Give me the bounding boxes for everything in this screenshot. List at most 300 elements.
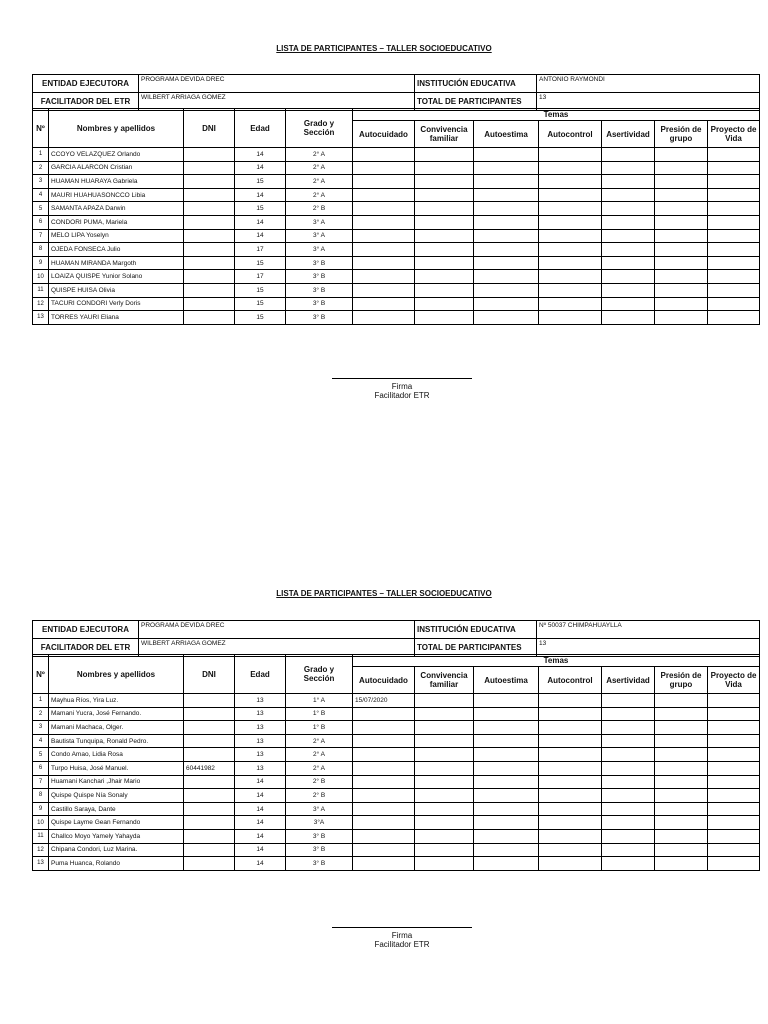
cell-presion [655, 283, 708, 297]
cell-autocontrol [539, 161, 602, 175]
cell-asertividad [602, 734, 655, 748]
cell-dni [184, 748, 235, 762]
cell-nombre: Challco Moyo Yamely Yahayda [49, 829, 184, 843]
cell-dni [184, 802, 235, 816]
cell-autocuidado [353, 761, 415, 775]
cell-asertividad [602, 748, 655, 762]
cell-autoestima [474, 243, 539, 257]
cell-grado: 3° B [286, 311, 353, 325]
cell-autocontrol [539, 229, 602, 243]
table-row [33, 188, 760, 202]
cell-presion [655, 721, 708, 735]
cell-num: 13 [33, 857, 49, 871]
cell-edad: 15 [235, 311, 286, 325]
cell-autocuidado [353, 707, 415, 721]
cell-edad: 15 [235, 297, 286, 311]
cell-autoestima [474, 161, 539, 175]
cell-autoestima [474, 188, 539, 202]
cell-presion [655, 829, 708, 843]
entidad-value: PROGRAMA DEVIDA DREC [139, 75, 415, 93]
cell-edad: 14 [235, 148, 286, 162]
cell-nombre: HUAMAN MIRANDA Margoth [49, 256, 184, 270]
facilitador-label: FACILITADOR DEL ETR [33, 93, 139, 111]
cell-convivencia [415, 761, 474, 775]
cell-proyecto [708, 721, 760, 735]
cell-grado: 2° A [286, 175, 353, 189]
cell-asertividad [602, 721, 655, 735]
col-edad: Edad [235, 655, 286, 694]
col-dni: DNI [184, 109, 235, 148]
total-value: 13 [537, 93, 760, 111]
cell-num: 5 [33, 748, 49, 762]
cell-presion [655, 161, 708, 175]
cell-proyecto [708, 243, 760, 257]
cell-num: 2 [33, 161, 49, 175]
cell-autocontrol [539, 215, 602, 229]
cell-edad: 14 [235, 789, 286, 803]
cell-asertividad [602, 188, 655, 202]
cell-autocontrol [539, 694, 602, 708]
cell-grado: 2° B [286, 202, 353, 216]
col-autocontrol: Autocontrol [539, 667, 602, 694]
cell-autocuidado [353, 148, 415, 162]
cell-presion [655, 734, 708, 748]
col-nombres: Nombres y apellidos [49, 655, 184, 694]
cell-edad: 13 [235, 721, 286, 735]
cell-num: 4 [33, 734, 49, 748]
cell-asertividad [602, 243, 655, 257]
facilitador-value: WILBERT ARRIAGA GOMEZ [139, 93, 415, 111]
col-convivencia: Convivencia familiar [415, 121, 474, 148]
cell-edad: 13 [235, 748, 286, 762]
cell-num: 6 [33, 215, 49, 229]
header-info-table [32, 620, 760, 657]
cell-autocontrol [539, 256, 602, 270]
cell-edad: 17 [235, 243, 286, 257]
cell-nombre: MAURI HUAHUASONCCO Libia [49, 188, 184, 202]
cell-nombre: Mamani Yucra, José Fernando. [49, 707, 184, 721]
cell-asertividad [602, 761, 655, 775]
cell-nombre: Bautista Tunquipa, Ronald Pedro. [49, 734, 184, 748]
cell-autocontrol [539, 243, 602, 257]
cell-convivencia [415, 270, 474, 284]
cell-autocuidado [353, 297, 415, 311]
table-row [33, 843, 760, 857]
cell-autoestima [474, 270, 539, 284]
cell-autocontrol [539, 734, 602, 748]
cell-convivencia [415, 802, 474, 816]
table-row [33, 789, 760, 803]
cell-nombre: Mayhua Ríos, Yira Luz. [49, 694, 184, 708]
cell-edad: 14 [235, 816, 286, 830]
cell-asertividad [602, 775, 655, 789]
cell-proyecto [708, 148, 760, 162]
cell-autoestima [474, 202, 539, 216]
cell-presion [655, 188, 708, 202]
cell-proyecto [708, 694, 760, 708]
cell-autocuidado [353, 202, 415, 216]
cell-dni [184, 229, 235, 243]
cell-presion [655, 789, 708, 803]
cell-presion [655, 243, 708, 257]
col-dni: DNI [184, 655, 235, 694]
cell-nombre: TACURI CONDORI Verly Doris [49, 297, 184, 311]
cell-grado: 3° B [286, 857, 353, 871]
signature-line [332, 378, 472, 379]
table-row [33, 256, 760, 270]
entidad-value: PROGRAMA DEVIDA DREC [139, 621, 415, 639]
cell-autocuidado [353, 188, 415, 202]
cell-autocontrol [539, 829, 602, 843]
cell-nombre: Quispe Layme Gean Fernando [49, 816, 184, 830]
cell-autocontrol [539, 802, 602, 816]
cell-dni [184, 707, 235, 721]
cell-autoestima [474, 761, 539, 775]
cell-num: 4 [33, 188, 49, 202]
cell-proyecto [708, 816, 760, 830]
cell-proyecto [708, 843, 760, 857]
cell-edad: 14 [235, 802, 286, 816]
cell-proyecto [708, 829, 760, 843]
cell-proyecto [708, 283, 760, 297]
cell-autocuidado [353, 161, 415, 175]
total-label: TOTAL DE PARTICIPANTES [415, 93, 537, 111]
cell-convivencia [415, 721, 474, 735]
cell-convivencia [415, 775, 474, 789]
cell-autoestima [474, 843, 539, 857]
cell-proyecto [708, 802, 760, 816]
cell-autocontrol [539, 761, 602, 775]
cell-edad: 15 [235, 175, 286, 189]
table-row [33, 857, 760, 871]
cell-autoestima [474, 297, 539, 311]
cell-num: 3 [33, 721, 49, 735]
cell-convivencia [415, 829, 474, 843]
cell-num: 13 [33, 311, 49, 325]
cell-autoestima [474, 175, 539, 189]
cell-autoestima [474, 694, 539, 708]
col-autoestima: Autoestima [474, 121, 539, 148]
cell-grado: 2° A [286, 148, 353, 162]
cell-num: 9 [33, 802, 49, 816]
header-info-table [32, 74, 760, 111]
cell-dni [184, 188, 235, 202]
signature-role: Facilitador ETR [374, 391, 430, 400]
cell-edad: 14 [235, 857, 286, 871]
cell-convivencia [415, 694, 474, 708]
cell-num: 12 [33, 297, 49, 311]
cell-presion [655, 256, 708, 270]
cell-nombre: Chipana Condori, Luz Marina. [49, 843, 184, 857]
cell-asertividad [602, 270, 655, 284]
cell-proyecto [708, 311, 760, 325]
cell-asertividad [602, 802, 655, 816]
col-grado: Grado y Sección [286, 655, 353, 694]
table-row [33, 829, 760, 843]
col-edad: Edad [235, 109, 286, 148]
cell-asertividad [602, 161, 655, 175]
sheet-title: LISTA DE PARTICIPANTES – TALLER SOCIOEDUCATIVO [276, 589, 492, 598]
col-grado: Grado y Sección [286, 109, 353, 148]
cell-grado: 3° A [286, 802, 353, 816]
col-presion: Presión de grupo [655, 667, 708, 694]
participants-table [32, 108, 760, 325]
cell-nombre: LOAIZA QUISPE Yunior Solano [49, 270, 184, 284]
cell-autocontrol [539, 748, 602, 762]
cell-edad: 14 [235, 843, 286, 857]
table-row [33, 748, 760, 762]
cell-autocuidado [353, 802, 415, 816]
cell-autocuidado [353, 829, 415, 843]
cell-num: 11 [33, 829, 49, 843]
cell-autoestima [474, 721, 539, 735]
cell-asertividad [602, 311, 655, 325]
cell-asertividad [602, 283, 655, 297]
cell-num: 1 [33, 694, 49, 708]
cell-grado: 2° B [286, 789, 353, 803]
cell-grado: 3° B [286, 843, 353, 857]
cell-convivencia [415, 202, 474, 216]
cell-autocontrol [539, 857, 602, 871]
cell-num: 7 [33, 775, 49, 789]
cell-edad: 14 [235, 775, 286, 789]
cell-proyecto [708, 857, 760, 871]
table-row [33, 775, 760, 789]
cell-autocontrol [539, 148, 602, 162]
col-asertividad: Asertividad [602, 121, 655, 148]
institucion-label: INSTITUCIÓN EDUCATIVA [415, 75, 537, 93]
col-proyecto: Proyecto de Vida [708, 667, 760, 694]
cell-num: 7 [33, 229, 49, 243]
cell-proyecto [708, 270, 760, 284]
cell-grado: 3° A [286, 243, 353, 257]
cell-dni [184, 202, 235, 216]
cell-edad: 14 [235, 829, 286, 843]
cell-autoestima [474, 229, 539, 243]
table-row [33, 734, 760, 748]
col-autocuidado: Autocuidado [353, 121, 415, 148]
cell-num: 9 [33, 256, 49, 270]
table-row [33, 297, 760, 311]
cell-convivencia [415, 229, 474, 243]
cell-edad: 13 [235, 694, 286, 708]
cell-edad: 14 [235, 215, 286, 229]
cell-convivencia [415, 843, 474, 857]
cell-autocontrol [539, 188, 602, 202]
cell-autocuidado [353, 721, 415, 735]
cell-convivencia [415, 707, 474, 721]
cell-autocontrol [539, 721, 602, 735]
cell-convivencia [415, 734, 474, 748]
cell-dni [184, 734, 235, 748]
cell-dni [184, 694, 235, 708]
cell-nombre: OJEDA FONSECA Julio [49, 243, 184, 257]
cell-dni [184, 215, 235, 229]
cell-convivencia [415, 283, 474, 297]
cell-edad: 15 [235, 202, 286, 216]
signature-block [332, 378, 472, 400]
cell-presion [655, 857, 708, 871]
institucion-label: INSTITUCIÓN EDUCATIVA [415, 621, 537, 639]
cell-dni [184, 148, 235, 162]
cell-asertividad [602, 256, 655, 270]
cell-edad: 17 [235, 270, 286, 284]
cell-autoestima [474, 256, 539, 270]
cell-autocuidado [353, 243, 415, 257]
cell-dni [184, 775, 235, 789]
cell-proyecto [708, 775, 760, 789]
cell-presion [655, 816, 708, 830]
cell-presion [655, 775, 708, 789]
cell-dni [184, 843, 235, 857]
cell-grado: 3°A [286, 816, 353, 830]
col-temas: Temas [353, 109, 760, 121]
cell-num: 5 [33, 202, 49, 216]
cell-num: 8 [33, 789, 49, 803]
cell-num: 11 [33, 283, 49, 297]
col-autoestima: Autoestima [474, 667, 539, 694]
cell-autocontrol [539, 283, 602, 297]
cell-grado: 2° B [286, 775, 353, 789]
cell-autocontrol [539, 270, 602, 284]
table-row [33, 761, 760, 775]
cell-autoestima [474, 775, 539, 789]
cell-num: 10 [33, 816, 49, 830]
cell-autocuidado [353, 215, 415, 229]
cell-convivencia [415, 188, 474, 202]
cell-presion [655, 297, 708, 311]
cell-grado: 1° A [286, 694, 353, 708]
table-row [33, 161, 760, 175]
cell-nombre: Castillo Saraya, Dante [49, 802, 184, 816]
cell-edad: 13 [235, 734, 286, 748]
cell-autoestima [474, 707, 539, 721]
table-row [33, 311, 760, 325]
cell-grado: 2° A [286, 734, 353, 748]
cell-presion [655, 202, 708, 216]
cell-convivencia [415, 816, 474, 830]
cell-convivencia [415, 857, 474, 871]
cell-presion [655, 215, 708, 229]
cell-autocontrol [539, 202, 602, 216]
cell-dni [184, 256, 235, 270]
cell-convivencia [415, 748, 474, 762]
cell-grado: 3° A [286, 229, 353, 243]
cell-presion [655, 229, 708, 243]
cell-grado: 3° B [286, 829, 353, 843]
cell-proyecto [708, 175, 760, 189]
table-row [33, 215, 760, 229]
cell-asertividad [602, 789, 655, 803]
cell-proyecto [708, 188, 760, 202]
cell-autoestima [474, 215, 539, 229]
table-row [33, 175, 760, 189]
cell-autocuidado [353, 256, 415, 270]
cell-edad: 15 [235, 256, 286, 270]
cell-proyecto [708, 761, 760, 775]
cell-proyecto [708, 229, 760, 243]
col-num: Nº [33, 109, 49, 148]
entidad-label: ENTIDAD EJECUTORA [33, 621, 139, 639]
cell-presion [655, 270, 708, 284]
cell-autocontrol [539, 311, 602, 325]
cell-proyecto [708, 215, 760, 229]
cell-dni [184, 311, 235, 325]
cell-dni [184, 270, 235, 284]
cell-asertividad [602, 215, 655, 229]
cell-autoestima [474, 748, 539, 762]
cell-asertividad [602, 297, 655, 311]
cell-num: 12 [33, 843, 49, 857]
signature-label: Firma [391, 931, 413, 940]
cell-convivencia [415, 161, 474, 175]
cell-convivencia [415, 215, 474, 229]
cell-nombre: CCOYO VELAZQUEZ Orlando [49, 148, 184, 162]
cell-convivencia [415, 297, 474, 311]
cell-nombre: Turpo Huisa, José Manuel. [49, 761, 184, 775]
cell-autoestima [474, 789, 539, 803]
cell-autoestima [474, 857, 539, 871]
cell-asertividad [602, 829, 655, 843]
cell-autocontrol [539, 175, 602, 189]
cell-dni [184, 816, 235, 830]
cell-autoestima [474, 311, 539, 325]
table-row [33, 694, 760, 708]
cell-dni [184, 283, 235, 297]
col-presion: Presión de grupo [655, 121, 708, 148]
cell-edad: 14 [235, 161, 286, 175]
cell-asertividad [602, 816, 655, 830]
cell-presion [655, 311, 708, 325]
cell-presion [655, 707, 708, 721]
col-convivencia: Convivencia familiar [415, 667, 474, 694]
cell-num: 10 [33, 270, 49, 284]
cell-presion [655, 694, 708, 708]
cell-nombre: CONDORI PUMA, Mariela [49, 215, 184, 229]
cell-autoestima [474, 829, 539, 843]
cell-proyecto [708, 707, 760, 721]
cell-dni [184, 857, 235, 871]
cell-autoestima [474, 816, 539, 830]
cell-autoestima [474, 283, 539, 297]
cell-convivencia [415, 148, 474, 162]
cell-nombre: HUAMAN HUARAYA Gabriela [49, 175, 184, 189]
total-value: 13 [537, 639, 760, 657]
cell-autocontrol [539, 843, 602, 857]
cell-autocuidado [353, 843, 415, 857]
cell-asertividad [602, 843, 655, 857]
cell-proyecto [708, 256, 760, 270]
cell-grado: 2° A [286, 188, 353, 202]
cell-autocuidado [353, 311, 415, 325]
institucion-value: ANTONIO RAYMONDI [537, 75, 760, 93]
cell-convivencia [415, 789, 474, 803]
cell-asertividad [602, 707, 655, 721]
cell-nombre: MELO LIPA Yoselyn [49, 229, 184, 243]
col-autocontrol: Autocontrol [539, 121, 602, 148]
cell-grado: 2° A [286, 761, 353, 775]
sheet-title: LISTA DE PARTICIPANTES – TALLER SOCIOEDUCATIVO [276, 44, 492, 53]
cell-asertividad [602, 175, 655, 189]
cell-autoestima [474, 802, 539, 816]
cell-autocuidado [353, 270, 415, 284]
cell-autoestima [474, 148, 539, 162]
cell-presion [655, 148, 708, 162]
cell-autocuidado [353, 789, 415, 803]
cell-nombre: Puma Huanca, Rolando [49, 857, 184, 871]
signature-block [332, 927, 472, 949]
cell-autocontrol [539, 707, 602, 721]
